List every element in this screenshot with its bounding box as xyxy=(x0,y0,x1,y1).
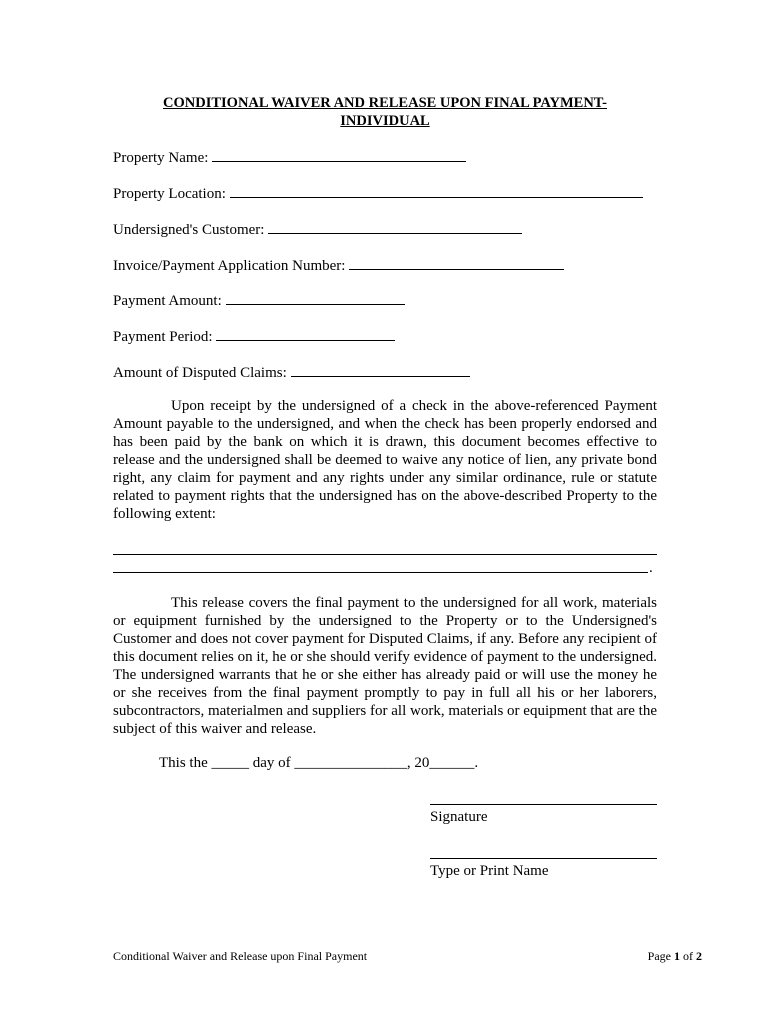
field-label: Payment Amount: xyxy=(113,293,222,309)
title-line-1: CONDITIONAL WAIVER AND RELEASE UPON FINAL PAYMENT- xyxy=(163,95,607,111)
release-paragraph-2: This release covers the final payment to the undersigned for all work, materials or equipment furnished by the undersigned to the Property or to the Undersigned's Customer and does not cover payment for Disputed Claims, if any. Before any recipient of this document relies on it, he or she should verify evidence of payment to the undersigned. The undersigned warrants that he or she either has already paid or will use the money he or she receives from the final payment promptly to pay in full all his or her laborers, subcontractors, materialmen and suppliers for all work, materials or equipment that are the subject of this waiver and release. xyxy=(113,595,657,737)
page-prefix: Page xyxy=(647,949,674,963)
payment-amount-field xyxy=(113,290,405,310)
field-label: Property Location: xyxy=(113,186,226,202)
signature-label: Signature xyxy=(430,809,488,825)
date-clause[interactable]: This the _____ day of _______________, 20______. xyxy=(159,755,479,771)
field-label: Undersigned's Customer: xyxy=(113,222,265,238)
document-title xyxy=(113,94,657,130)
invoice-number-field xyxy=(113,255,564,275)
payment-amount-blank[interactable] xyxy=(226,290,405,305)
page-number xyxy=(648,948,702,964)
print-name-line[interactable] xyxy=(430,858,657,859)
undersigned-customer-field xyxy=(113,219,522,239)
property-name-blank[interactable] xyxy=(212,147,466,162)
payment-period-field xyxy=(113,326,395,346)
field-label: Invoice/Payment Application Number: xyxy=(113,258,346,274)
print-name-label: Type or Print Name xyxy=(430,863,549,879)
disputed-claims-field xyxy=(113,362,470,382)
undersigned-customer-blank[interactable] xyxy=(268,219,522,234)
page-of: of xyxy=(680,949,696,963)
property-name-field xyxy=(113,147,466,167)
property-location-field xyxy=(113,183,643,203)
field-label: Payment Period: xyxy=(113,329,213,345)
property-location-blank[interactable] xyxy=(230,183,643,198)
extent-blank-line-2[interactable] xyxy=(113,572,648,573)
title-line-2: INDIVIDUAL xyxy=(340,113,430,129)
field-label: Amount of Disputed Claims: xyxy=(113,365,287,381)
page-current: 1 xyxy=(674,949,680,963)
field-label: Property Name: xyxy=(113,150,209,166)
page-total: 2 xyxy=(696,949,702,963)
footer-title: Conditional Waiver and Release upon Final Payment xyxy=(113,949,368,963)
invoice-number-blank[interactable] xyxy=(349,255,564,270)
payment-period-blank[interactable] xyxy=(216,326,395,341)
signature-line[interactable] xyxy=(430,804,657,805)
extent-blank-line-1[interactable] xyxy=(113,554,657,555)
release-paragraph-1: Upon receipt by the undersigned of a check in the above-referenced Payment Amount payable to the undersigned, and when the check has been properly endorsed and has been paid by the bank on which it is drawn, this document becomes effective to release and the undersigned shall be deemed to waive any notice of lien, any private bond right, any claim for payment and any rights under any similar ordinance, rule or statute related to payment rights that the undersigned has on the above-described Property to the following extent: xyxy=(113,398,657,522)
extent-period: . xyxy=(649,560,653,576)
disputed-claims-blank[interactable] xyxy=(291,362,470,377)
